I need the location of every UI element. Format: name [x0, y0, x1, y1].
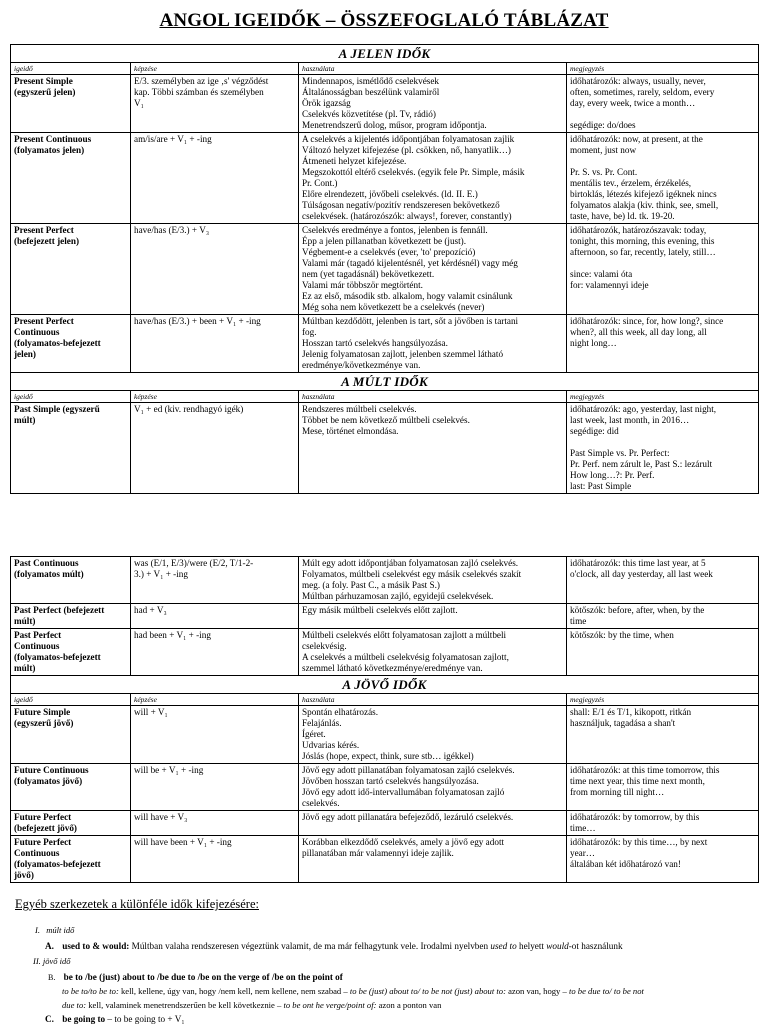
- cell-line: from morning till night…: [570, 787, 665, 797]
- cell-line: [570, 258, 755, 269]
- cell-line: time next year, this time next month,: [570, 776, 705, 786]
- cell-line: E/3. személyben az ige ‚s' végződést: [134, 76, 269, 86]
- header-row: [11, 391, 759, 403]
- cell-line: time: [570, 616, 587, 626]
- cell-line: since: valami óta: [570, 269, 633, 279]
- tense-usage: [299, 315, 567, 373]
- cell-line: Múltban kezdődött, jelenben is tart, sőt a jövőben is tartani: [302, 316, 519, 326]
- tense-form: [131, 811, 299, 836]
- cell-line: Jelenig folyamatosan zajlott, jelenben szemmel látható: [302, 349, 504, 359]
- cell-line: last week, last month, in 2016…: [570, 415, 690, 425]
- other-structures-title: Egyéb szerkezetek a különféle idők kifejezésére:: [15, 897, 259, 911]
- tense-row-present-continuous: [11, 133, 759, 224]
- cell-line: Általánosságban beszélünk valamiről: [302, 87, 440, 97]
- cell-line: How long…?: Pr. Perf.: [570, 470, 655, 480]
- cell-line: (folyamatos múlt): [14, 569, 84, 579]
- item-a-text2: helyett: [516, 941, 547, 951]
- section-ii-title: II. jövő idő: [33, 956, 71, 966]
- cell-line: Present Perfect: [14, 316, 74, 326]
- tense-name: [11, 557, 131, 604]
- b-line3-a: kell, valaminek menetrendszerűen be kell következnie –: [86, 1000, 284, 1010]
- tense-row-future-perfect-continuous: [11, 836, 759, 883]
- cell-line: will have + V₃: [134, 812, 188, 822]
- tense-form: [131, 224, 299, 315]
- cell-line: általában két időhatározó van!: [570, 859, 681, 869]
- tense-row-present-simple: [11, 75, 759, 133]
- tense-name: [11, 764, 131, 811]
- cell-line: o'clock, all day yesterday, all last week: [570, 569, 713, 579]
- tense-note: [567, 764, 759, 811]
- cell-line: [570, 109, 755, 120]
- cell-line: Spontán elhatározás.: [302, 707, 379, 717]
- cell-line: mentális tev., érzelem, érzékelés,: [570, 178, 692, 188]
- tense-usage: [299, 557, 567, 604]
- cell-line: cselekvések. (határozószók: always!, forever, constantly): [302, 211, 512, 221]
- cell-line: [570, 437, 755, 448]
- tense-usage: [299, 811, 567, 836]
- column-header: képzése: [131, 694, 299, 706]
- b-verge-point: to be ont he verge/point of:: [283, 1000, 377, 1010]
- cell-line: Future Perfect: [14, 812, 72, 822]
- header-row: [11, 63, 759, 75]
- cell-line: Még soha nem következett be a cselekvés (never): [302, 302, 485, 312]
- cell-line: (folyamatos-befejezett: [14, 338, 101, 348]
- cell-line: múlt): [14, 663, 36, 673]
- tense-name: [11, 224, 131, 315]
- tenses-table-1: [10, 44, 759, 494]
- tense-note: [567, 315, 759, 373]
- tense-name: [11, 629, 131, 676]
- cell-line: múlt): [14, 415, 36, 425]
- tense-form: [131, 557, 299, 604]
- tense-name: [11, 403, 131, 494]
- tense-note: [567, 224, 759, 315]
- cell-line: Átmeneti helyzet kifejezése.: [302, 156, 407, 166]
- tense-form: [131, 403, 299, 494]
- tense-usage: [299, 836, 567, 883]
- cell-line: afternoon, so far, recently, lately, still…: [570, 247, 716, 257]
- section-title: A JELEN IDŐK: [11, 45, 759, 63]
- cell-line: Udvarias kérés.: [302, 740, 360, 750]
- cell-line: időhatározók: by tomorrow, by this: [570, 812, 700, 822]
- cell-line: had been + V₁ + -ing: [134, 630, 211, 640]
- cell-line: (folyamatos jelen): [14, 145, 85, 155]
- item-b-line2: [62, 986, 762, 997]
- tense-usage: [299, 403, 567, 494]
- cell-line: szemmel látható következménye/eredménye van.: [302, 663, 483, 673]
- item-b-line3: [62, 1000, 441, 1011]
- tense-note: [567, 75, 759, 133]
- tense-note: [567, 604, 759, 629]
- cell-line: Mindennapos, ismétlődő cselekvések: [302, 76, 440, 86]
- item-a-text3: -ot használunk: [568, 941, 623, 951]
- cell-line: will be + V₁ + -ing: [134, 765, 204, 775]
- b-due-to-2: due to:: [62, 1000, 87, 1010]
- cell-line: will + V₁: [134, 707, 168, 717]
- cell-line: (egyszerű jelen): [14, 87, 76, 97]
- cell-line: have/has (E/3.) + V₃: [134, 225, 210, 235]
- column-header: használata: [299, 391, 567, 403]
- tense-note: [567, 133, 759, 224]
- cell-line: Múltban párhuzamosan zajló, egyidejű cselekvések.: [302, 591, 494, 601]
- cell-line: Egy másik múltbeli cselekvés előtt zajlott.: [302, 605, 458, 615]
- cell-line: cselekvés.: [302, 798, 340, 808]
- cell-line: Present Simple: [14, 76, 73, 86]
- tense-name: [11, 706, 131, 764]
- cell-line: meg. (a foly. Past C., a másik Past S.): [302, 580, 440, 590]
- cell-line: Past Perfect: [14, 630, 62, 640]
- cell-line: Jövő egy adott pillanatára befejeződő, lezáruló cselekvés.: [302, 812, 514, 822]
- tense-usage: [299, 75, 567, 133]
- cell-line: Pr. Cont.): [302, 178, 338, 188]
- cell-line: Present Continuous: [14, 134, 92, 144]
- cell-line: Hosszan tartó cselekvés hangsúlyozása.: [302, 338, 448, 348]
- section-i-title: múlt idő: [46, 925, 75, 935]
- section-ii-heading: [33, 956, 71, 967]
- cell-line: (befejezett jelen): [14, 236, 80, 246]
- cell-line: Változó helyzet kifejezése (pl. csökken, nő, hanyatlik…): [302, 145, 511, 155]
- column-header: megjegyzés: [567, 391, 759, 403]
- cell-line: have/has (E/3.) + been + V₁ + -ing: [134, 316, 261, 326]
- tense-row-past-perfect: [11, 604, 759, 629]
- tense-note: [567, 811, 759, 836]
- section-title: A MÚLT IDŐK: [11, 373, 759, 391]
- cell-line: Épp a jelen pillanatban következett be (just).: [302, 236, 467, 246]
- cell-line: A cselekvés a múltbeli cselekvésig folyamatosan zajlott,: [302, 652, 509, 662]
- cell-line: Valami már (tagadó kijelentésnél, yet kérdésnél) vagy még: [302, 258, 518, 268]
- item-a-title: used to & would:: [62, 941, 130, 951]
- tense-note: [567, 706, 759, 764]
- tenses-table-2: [10, 556, 759, 883]
- tense-row-past-simple: [11, 403, 759, 494]
- tense-usage: [299, 604, 567, 629]
- tense-row-future-continuous: [11, 764, 759, 811]
- item-b: [48, 972, 343, 983]
- tense-row-future-simple: [11, 706, 759, 764]
- cell-line: Előre elrendezett, jövőbeli cselekvés. (ld. II. E.): [302, 189, 478, 199]
- tense-form: [131, 315, 299, 373]
- column-header: használata: [299, 63, 567, 75]
- cell-line: am/is/are + V₁ + -ing: [134, 134, 212, 144]
- cell-line: moment, just now: [570, 145, 637, 155]
- cell-line: for: valamennyi ideje: [570, 280, 649, 290]
- cell-line: fog.: [302, 327, 317, 337]
- cell-line: időhatározók: now, at present, at the: [570, 134, 703, 144]
- cell-line: (befejezett jövő): [14, 823, 77, 833]
- cell-line: Continuous: [14, 848, 60, 858]
- cell-line: időhatározók: since, for, how long?, since: [570, 316, 724, 326]
- cell-line: Múltbeli cselekvés előtt folyamatosan zajlott a múltbeli: [302, 630, 507, 640]
- column-header: igeidő: [11, 694, 131, 706]
- cell-line: Menetrendszerű dolog, műsor, program időpontja.: [302, 120, 487, 130]
- cell-line: időhatározók: this time last year, at 5: [570, 558, 706, 568]
- cell-line: segédige: did: [570, 426, 619, 436]
- cell-line: (folyamatos-befejezett: [14, 859, 101, 869]
- cell-line: használjuk, tagadása a shan't: [570, 718, 676, 728]
- cell-line: tonight, this morning, this evening, this: [570, 236, 715, 246]
- cell-line: jövő): [14, 870, 34, 880]
- cell-line: időhatározók: ago, yesterday, last night,: [570, 404, 717, 414]
- column-header: képzése: [131, 391, 299, 403]
- column-header: megjegyzés: [567, 63, 759, 75]
- tense-name: [11, 315, 131, 373]
- b-line2-a: kell, kellene, úgy van, hogy /nem kell, nem kellene, nem szabad –: [118, 986, 350, 996]
- cell-line: [570, 156, 755, 167]
- cell-line: Past Continuous: [14, 558, 79, 568]
- item-a-text: Múltban valaha rendszeresen végeztünk valamit, de ma már felhagytunk vele. Irodalmi nyelvben: [129, 941, 491, 951]
- cell-line: Jövő egy adott idő-intervallumában folyamatosan zajló: [302, 787, 505, 797]
- column-header: igeidő: [11, 391, 131, 403]
- section-i-number: I.: [35, 925, 40, 935]
- cell-line: 3.) + V₁ + -ing: [134, 569, 188, 579]
- cell-line: night long…: [570, 338, 617, 348]
- tense-form: [131, 836, 299, 883]
- item-b-title: be to /be (just) about to /be due to /be on the verge of /be on the point of: [63, 972, 343, 982]
- cell-line: V₁ + ed (kiv. rendhagyó igék): [134, 404, 244, 414]
- tense-note: [567, 836, 759, 883]
- cell-line: time…: [570, 823, 596, 833]
- tense-name: [11, 75, 131, 133]
- cell-line: cselekvésig.: [302, 641, 347, 651]
- tense-name: [11, 604, 131, 629]
- b-line3-b: azon a ponton van: [376, 1000, 442, 1010]
- cell-line: Past Simple (egyszerű: [14, 404, 100, 414]
- item-a-label: A.: [45, 941, 54, 951]
- item-b-label: B.: [48, 973, 56, 982]
- cell-line: Ígéret.: [302, 729, 326, 739]
- tense-usage: [299, 224, 567, 315]
- cell-line: kötőszók: before, after, when, by the: [570, 605, 705, 615]
- tense-row-past-perfect-continuous: [11, 629, 759, 676]
- cell-line: will have been + V₁ + -ing: [134, 837, 232, 847]
- item-a-would: would: [546, 941, 569, 951]
- cell-line: day, every week, twice a month…: [570, 98, 696, 108]
- cell-line: (folyamatos jövő): [14, 776, 83, 786]
- tense-usage: [299, 706, 567, 764]
- cell-line: időhatározók, határozószavak: today,: [570, 225, 707, 235]
- cell-line: Mese, történet elmondása.: [302, 426, 399, 436]
- cell-line: Túlságosan negatív/pozitív rendszeresen bekövetkező: [302, 200, 500, 210]
- cell-line: Örök igazság: [302, 98, 351, 108]
- b-line2-b: azon van, hogy –: [505, 986, 569, 996]
- cell-line: folyamatos alakja (kiv. think, see, smell,: [570, 200, 719, 210]
- tense-form: [131, 764, 299, 811]
- tense-row-future-perfect: [11, 811, 759, 836]
- section-title: A JÖVŐ IDŐK: [11, 676, 759, 694]
- cell-line: kötőszók: by the time, when: [570, 630, 674, 640]
- tense-form: [131, 629, 299, 676]
- cell-line: Future Continuous: [14, 765, 89, 775]
- item-c-title: be going to: [62, 1014, 106, 1024]
- tense-usage: [299, 629, 567, 676]
- tense-row-present-perfect: [11, 224, 759, 315]
- cell-line: Cselekvés eredménye a fontos, jelenben is fennáll.: [302, 225, 488, 235]
- cell-line: Past Simple vs. Pr. Perfect:: [570, 448, 670, 458]
- tense-note: [567, 403, 759, 494]
- tense-name: [11, 836, 131, 883]
- tense-form: [131, 706, 299, 764]
- column-header: igeidő: [11, 63, 131, 75]
- item-a-used-to: used to: [490, 941, 517, 951]
- item-a: [45, 941, 760, 952]
- cell-line: Korábban elkezdődő cselekvés, amely a jövő egy adott: [302, 837, 505, 847]
- cell-line: jelen): [14, 349, 36, 359]
- cell-line: Jövőben hosszan tartó cselekvés hangsúlyozása.: [302, 776, 479, 786]
- cell-line: pillanatában már valamennyi ideje zajlik.: [302, 848, 454, 858]
- cell-line: (egyszerű jövő): [14, 718, 74, 728]
- cell-line: eredménye/következménye van.: [302, 360, 421, 370]
- cell-line: Continuous: [14, 327, 60, 337]
- cell-line: segédige: do/does: [570, 120, 636, 130]
- cell-line: Past Perfect (befejezett: [14, 605, 105, 615]
- cell-line: Megszokottól eltérő cselekvés. (egyik fele Pr. Simple, másik: [302, 167, 525, 177]
- cell-line: year…: [570, 848, 595, 858]
- cell-line: Múlt egy adott időpontjában folyamatosan zajló cselekvés.: [302, 558, 519, 568]
- tense-name: [11, 133, 131, 224]
- section-row-jelen: [11, 45, 759, 63]
- tense-form: [131, 75, 299, 133]
- cell-line: last: Past Simple: [570, 481, 632, 491]
- tense-note: [567, 557, 759, 604]
- b-about-to: to be (just) about to/ to be not (just) about to:: [349, 986, 506, 996]
- cell-line: Jóslás (hope, expect, think, sure stb… igékkel): [302, 751, 474, 761]
- cell-line: Ez az első, második stb. alkalom, hogy valamit csinálunk: [302, 291, 513, 301]
- cell-line: Valami már többször megtörtént.: [302, 280, 423, 290]
- cell-line: Folyamatos, múltbeli cselekvést egy másik cselekvés szakít: [302, 569, 522, 579]
- tense-note: [567, 629, 759, 676]
- cell-line: V₁: [134, 98, 144, 108]
- cell-line: időhatározók: by this time…, by next: [570, 837, 708, 847]
- document-title: ANGOL IGEIDŐK – ÖSSZEFOGLALÓ TÁBLÁZAT: [159, 10, 609, 31]
- cell-line: Continuous: [14, 641, 60, 651]
- cell-line: Pr. Perf. nem zárult le, Past S.: lezárult: [570, 459, 713, 469]
- cell-line: időhatározók: always, usually, never,: [570, 76, 706, 86]
- cell-line: Future Simple: [14, 707, 71, 717]
- tense-row-past-continuous: [11, 557, 759, 604]
- item-c: [45, 1014, 185, 1025]
- cell-line: Future Perfect: [14, 837, 72, 847]
- cell-line: taste, have, be) ld. tk. 19-20.: [570, 211, 675, 221]
- item-c-text: – to be going to + V₁: [105, 1014, 185, 1024]
- tense-row-present-perfect-continuous: [11, 315, 759, 373]
- cell-line: birtoklás, létezés kifejező igéknek nincs: [570, 189, 717, 199]
- cell-line: shall: E/1 és T/1, kikopott, ritkán: [570, 707, 692, 717]
- cell-line: Rendszeres múltbeli cselekvés.: [302, 404, 417, 414]
- section-row-jovo: [11, 676, 759, 694]
- tense-form: [131, 133, 299, 224]
- column-header: képzése: [131, 63, 299, 75]
- cell-line: időhatározók: at this time tomorrow, this: [570, 765, 720, 775]
- b-due-to: to be due to/ to be not: [568, 986, 644, 996]
- cell-line: Végbement-e a cselekvés (ever, 'to' prepozíció): [302, 247, 476, 257]
- cell-line: often, sometimes, rarely, seldom, every: [570, 87, 715, 97]
- cell-line: (folyamatos-befejezett: [14, 652, 101, 662]
- cell-line: nem (yet tagadásnál) bekövetkezett.: [302, 269, 435, 279]
- cell-line: Present Perfect: [14, 225, 74, 235]
- column-header: megjegyzés: [567, 694, 759, 706]
- cell-line: Többet be nem következő múltbeli cselekvés.: [302, 415, 470, 425]
- cell-line: had + V₃: [134, 605, 167, 615]
- tense-form: [131, 604, 299, 629]
- item-c-label: C.: [45, 1014, 54, 1024]
- b-to-be-to: to be to/to be to:: [62, 986, 119, 996]
- tense-usage: [299, 764, 567, 811]
- cell-line: múlt): [14, 616, 36, 626]
- section-row-mult: [11, 373, 759, 391]
- cell-line: A cselekvés a kijelentés időpontjában folyamatosan zajlik: [302, 134, 515, 144]
- tense-name: [11, 811, 131, 836]
- cell-line: Jövő egy adott pillanatában folyamatosan zajló cselekvés.: [302, 765, 515, 775]
- cell-line: kap. Többi számban és személyben: [134, 87, 264, 97]
- cell-line: was (E/1, E/3)/were (E/2, T/1-2-: [134, 558, 254, 568]
- header-row: [11, 694, 759, 706]
- cell-line: when?, all this week, all day long, all: [570, 327, 707, 337]
- cell-line: Cselekvés közvetítése (pl. Tv, rádió): [302, 109, 436, 119]
- section-i-heading: [35, 925, 74, 936]
- cell-line: Pr. S. vs. Pr. Cont.: [570, 167, 638, 177]
- tense-usage: [299, 133, 567, 224]
- cell-line: Felajánlás.: [302, 718, 342, 728]
- column-header: használata: [299, 694, 567, 706]
